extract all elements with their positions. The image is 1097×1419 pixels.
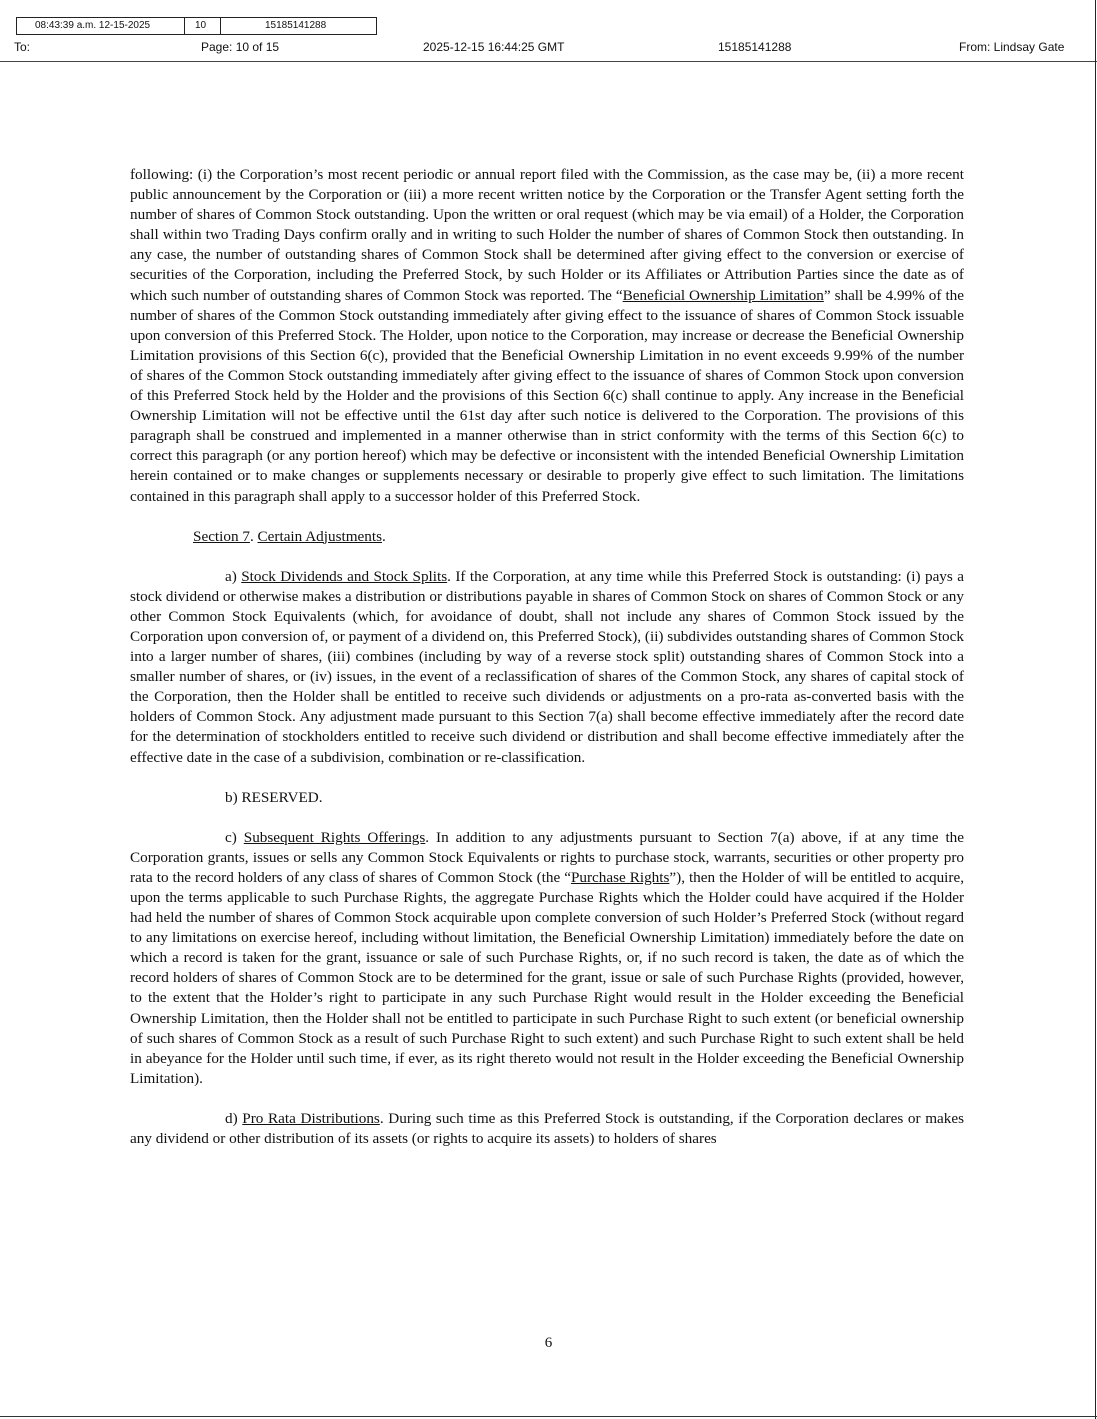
paragraph-7c: c) Subsequent Rights Offerings. In addition to any adjustments pursuant to Section 7(a) above, if at any time the Corporation grants, issues or sells any Common Stock Equivalents or rights to purchase stock, warrants, securities or other property pro rata to the record holders of any class of shares of Common Stock (the “Purchase Rights”), then the Holder of will be entitled to acquire, upon the terms applicable to such Purchase Rights, the aggregate Purchase Rights which the Holder could have acquired if the Holder had held the number of shares of Common Stock acquirable upon complete conversion of such Holder’s Preferred Stock (without regard to any limitations on exercise hereof, including without limitation, the Beneficial Ownership Limitation) immediately before the date on which a record is taken for the grant, issuance or sale of such Purchase Rights, or, if no such record is taken, the date as of which the record holders of shares of Common Stock are to be determined for the grant, issue or sale of such Purchase Rights (provided, however, to the extent that the Holder’s right to participate in any such Purchase Right would result in the Holder exceeding the Beneficial Ownership Limitation, then the Holder shall not be entitled to participate in such Purchase Right to such extent (or beneficial ownership of such shares of Common Stock as a result of such Purchase Right to such extent) and such Purchase Right to such extent shall be held in abeyance for the Holder until such time, if ever, as its right thereto would not result in the Holder exceeding the Beneficial Ownership Limitation).	[130, 828, 964, 1087]
fax-header	[0, 40, 1097, 56]
fax-header-number: 15185141288	[718, 40, 792, 54]
fax-transmission-box	[16, 17, 377, 35]
heading-stock-dividends: Stock Dividends and Stock Splits	[241, 567, 448, 585]
paragraph-7d: d) Pro Rata Distributions. During such time as this Preferred Stock is outstanding, if the Corporation declares or makes any dividend or other distribution of its assets (or rights to acquire its assets) to holders of shares	[130, 1109, 964, 1148]
document-body	[130, 165, 964, 1149]
bottom-edge	[0, 1416, 1097, 1417]
fax-from: From: Lindsay Gate	[959, 40, 1065, 54]
fax-number: 15185141288	[265, 20, 327, 31]
term-purchase-rights: Purchase Rights	[570, 868, 670, 886]
section-7-heading: Section 7. Certain Adjustments.	[193, 527, 386, 545]
fax-page-count: Page: 10 of 15	[201, 40, 280, 54]
term-beneficial-ownership-limitation: Beneficial Ownership Limitation	[622, 286, 824, 304]
heading-subsequent-rights: Subsequent Rights Offerings	[243, 828, 426, 846]
page-edge	[1095, 0, 1096, 1419]
paragraph-7a: a) Stock Dividends and Stock Splits. If the Corporation, at any time while this Preferred Stock is outstanding: (i) pays a stock dividend or otherwise makes a distribution or distributions payable in shares of Common Stock on shares of Common Stock or any other Common Stock Equivalents (which, for avoidance of doubt, shall not include any shares of Common Stock issued by the Corporation upon conversion of, or payment of a dividend on, this Preferred Stock), (ii) subdivides outstanding shares of Common Stock into a larger number of shares, (iii) combines (including by way of a reverse stock split) outstanding shares of Common Stock into a smaller number of shares, or (iv) issues, in the event of a reclassification of shares of the Common Stock, any shares of capital stock of the Corporation, then the Holder shall be entitled to receive such dividends or adjustments on a pro-rata as-converted basis with the holders of Common Stock. Any adjustment made pursuant to this Section 7(a) shall become effective immediately after the record date for the determination of stockholders entitled to receive such dividend or distribution and shall become effective immediately after the effective date in the case of a subdivision, combination or re-classification.	[130, 567, 964, 766]
fax-to: To:	[14, 40, 31, 54]
page-number: 6	[544, 1335, 553, 1351]
paragraph-beneficial-ownership: following: (i) the Corporation’s most recent periodic or annual report filed with the Commission, as the case may be, (ii) a more recent public announcement by the Corporation or (iii) a more recent written notice by the Corporation or the Transfer Agent setting forth the number of shares of Common Stock outstanding. Upon the written or oral request (which may be via email) of a Holder, the Corporation shall within two Trading Days confirm orally and in writing to such Holder the number of shares of Common Stock then outstanding. In any case, the number of outstanding shares of Common Stock shall be determined after giving effect to the conversion or exercise of securities of the Corporation, including the Preferred Stock, by such Holder or its Affiliates or Attribution Parties since the date as of which such number of outstanding shares of Common Stock was reported. The “Beneficial Ownership Limitation” shall be 4.99% of the number of shares of the Common Stock outstanding immediately after giving effect to the issuance of shares of Common Stock issuable upon conversion of this Preferred Stock. The Holder, upon notice to the Corporation, may increase or decrease the Beneficial Ownership Limitation provisions of this Section 6(c), provided that the Beneficial Ownership Limitation in no event exceeds 9.99% of the number of shares of the Common Stock outstanding immediately after giving effect to the issuance of shares of Common Stock upon conversion of this Preferred Stock held by the Holder and the provisions of this Section 6(c) shall continue to apply. Any increase in the Beneficial Ownership Limitation will not be effective until the 61st day after such notice is delivered to the Corporation. The provisions of this paragraph shall be construed and implemented in a manner otherwise than in strict conformity with the terms of this Section 6(c) to correct this paragraph (or any portion hereof) which may be defective or inconsistent with the intended Beneficial Ownership Limitation herein contained or to make changes or supplements necessary or desirable to properly give effect to such limitation. The limitations contained in this paragraph shall apply to a successor holder of this Preferred Stock.	[130, 166, 965, 505]
fax-time: 08:43:39 a.m. 12-15-2025	[17, 18, 185, 34]
header-divider	[0, 61, 1097, 62]
fax-datetime: 2025-12-15 16:44:25 GMT	[423, 40, 565, 54]
heading-pro-rata: Pro Rata Distributions	[242, 1109, 380, 1127]
paragraph-7b: b) RESERVED.	[225, 788, 323, 806]
fax-page: 10	[185, 18, 221, 34]
